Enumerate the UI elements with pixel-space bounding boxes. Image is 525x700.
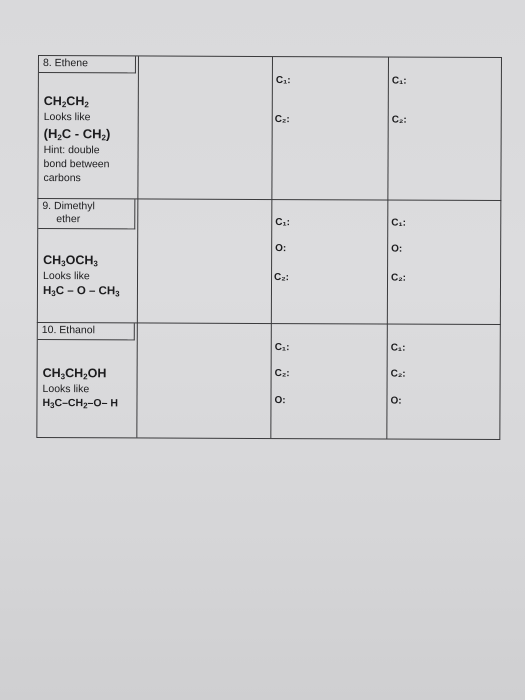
atom-label-c1: C₁: <box>391 217 406 229</box>
atom-label-c2: C₂: <box>274 368 290 380</box>
question-label: 10. Ethanol <box>38 323 135 340</box>
atom-label-c1: C₁: <box>274 342 290 354</box>
blank-answer-cell[interactable] <box>137 56 273 200</box>
atom-answer-cell[interactable] <box>270 324 387 439</box>
atom-label-c2: C₂: <box>274 272 290 284</box>
hint-line-3: carbons <box>43 172 81 185</box>
atom-label-o: O: <box>391 243 403 255</box>
blank-answer-cell[interactable] <box>137 199 273 324</box>
worksheet-table <box>36 55 502 442</box>
question-label: 8. Ethene <box>39 56 136 73</box>
atom-label-c2: C₂: <box>391 114 407 126</box>
atom-answer-cell[interactable] <box>387 201 501 325</box>
atom-label-c1: C₁: <box>275 75 291 87</box>
atom-answer-cell[interactable] <box>387 58 501 201</box>
question-label: 9. Dimethyl ether <box>38 199 135 229</box>
hint-line-1: Hint: double <box>43 144 100 157</box>
table-row-ethanol <box>36 322 501 440</box>
atom-label-o: O: <box>274 395 286 407</box>
atom-label-o: O: <box>275 243 287 255</box>
atom-label-c2: C₂: <box>274 114 290 126</box>
structure-formula: H3C – O – CH3 <box>42 285 120 299</box>
atom-label-c1: C₁: <box>390 342 406 354</box>
looks-like-text: Looks like <box>43 111 91 124</box>
compound-cell <box>38 199 139 323</box>
atom-label-c2: C₂: <box>391 272 407 284</box>
compound-cell <box>38 56 139 199</box>
table-row-ethene <box>37 55 502 201</box>
looks-like-text: Looks like <box>43 270 90 283</box>
condensed-formula: CH3CH2OH <box>42 366 107 382</box>
atom-answer-cell[interactable] <box>386 325 499 439</box>
atom-label-o: O: <box>390 395 402 407</box>
atom-answer-cell[interactable] <box>271 57 389 201</box>
structure-formula: (H2C - CH2) <box>43 126 111 143</box>
atom-answer-cell[interactable] <box>271 200 389 325</box>
structure-formula: H3C–CH2–O– H <box>42 397 118 411</box>
blank-answer-cell[interactable] <box>136 323 271 438</box>
atom-label-c1: C₁: <box>275 217 290 229</box>
condensed-formula: CH3OCH3 <box>43 253 98 269</box>
condensed-formula: CH2CH2 <box>43 94 89 110</box>
hint-line-2: bond between <box>43 158 110 171</box>
looks-like-text: Looks like <box>42 383 90 396</box>
atom-label-c2: C₂: <box>390 368 406 380</box>
compound-cell <box>37 323 137 437</box>
atom-label-c1: C₁: <box>391 75 407 87</box>
table-row-dimethyl-ether <box>37 198 502 325</box>
